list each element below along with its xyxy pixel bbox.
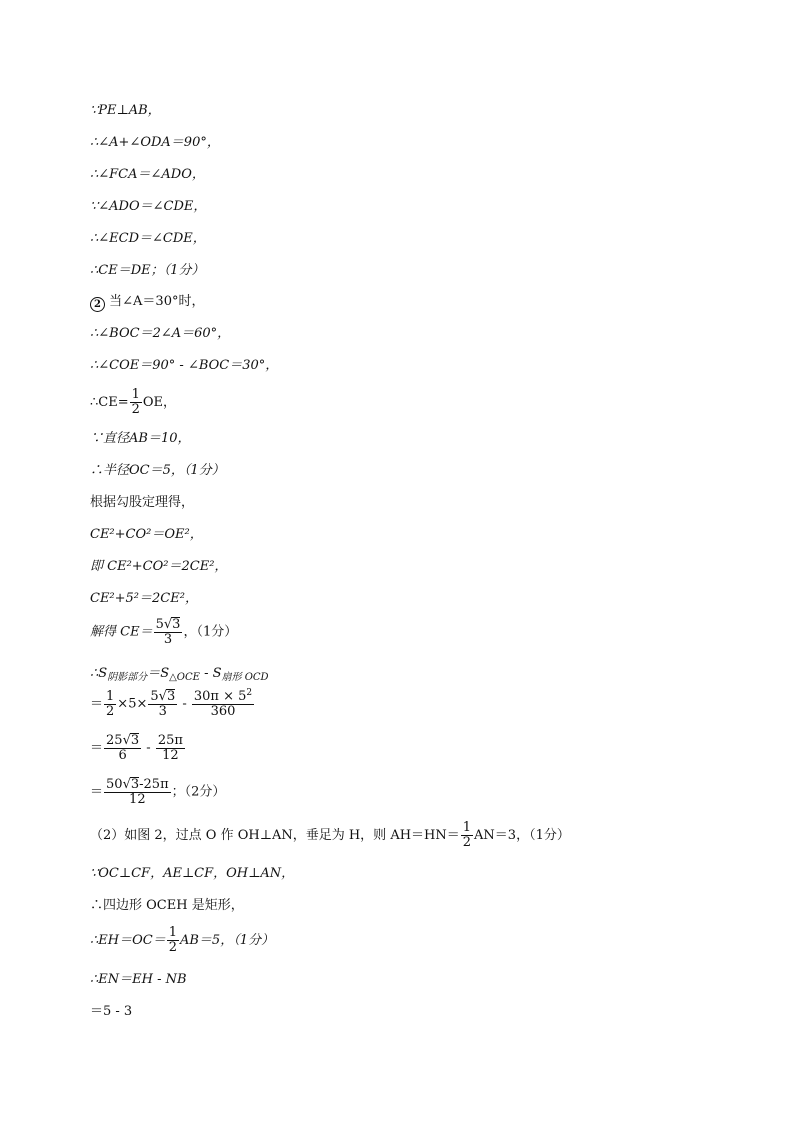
radicand: 3 [130,733,140,748]
frac-den: 3 [148,704,177,719]
minus: - [178,696,191,712]
line-22-b: AN＝3，（1分） [474,828,570,843]
frac-den: 2 [131,402,140,417]
score-note: ；（2分） [171,784,226,800]
frac-den: 2 [462,835,472,850]
num-coef: 25 [106,733,123,748]
minus-s: - S [199,666,222,681]
frac-num: 5√3 [155,617,181,632]
frac-den: 3 [154,632,183,647]
num-coef: 50 [106,777,123,792]
line-25-b: AB＝5，（1分） [179,933,274,948]
line-18 [90,666,269,686]
frac-num: 1 [131,387,140,402]
frac-num [192,687,254,704]
line-25-a: ∴EH＝OC＝ [90,933,166,948]
equals-s: ＝S [147,666,170,681]
line-16: CE²+5²＝2CE²， [90,591,198,606]
exponent: 2 [246,687,253,698]
line-9: ∴∠COE＝90° - ∠BOC＝30°， [90,358,279,373]
num-rest: -25π [139,777,169,792]
line-10 [90,388,176,417]
line-27: ＝5 - 3 [90,1004,133,1019]
line-20 [90,733,186,763]
line-10-b: OE， [142,395,177,410]
fraction [104,690,116,719]
num-text: 30π × 5 [193,688,247,704]
line-23: ∵OC⊥CF，AE⊥CF，OH⊥AN， [90,866,295,881]
line-15: 即 CE²+CO²＝2CE²， [90,559,228,574]
line-10-a: ∴CE= [90,395,129,410]
line-1: ∵PE⊥AB， [90,103,161,118]
line-12: ∴半径OC＝5，（1分） [90,463,225,478]
line-19 [90,689,255,719]
line-5: ∴∠ECD＝∠CDE， [90,231,206,246]
line-17-a: 解得 CE＝ [90,624,153,640]
subscript: △OCE [169,672,200,683]
line-24: ∴四边形 OCEH 是矩形， [90,898,244,913]
line-3: ∴∠FCA＝∠ADO， [90,167,205,182]
line-2: ∴∠A+∠ODA＝90°， [90,135,220,150]
line-6: ∴CE＝DE；（1分） [90,263,205,278]
equals: ＝ [90,696,104,712]
frac-num: 50√3-25π [106,777,169,792]
line-7-text: 当∠A＝30°时， [109,294,205,309]
fraction [154,617,183,647]
line-13: 根据勾股定理得， [90,495,195,510]
frac-num: 25π [157,732,183,748]
line-7 [90,294,204,312]
fraction [192,687,254,719]
line-21 [90,777,225,807]
frac-num: 5√3 [150,689,176,704]
frac-num: 25√3 [106,733,140,748]
frac-den: 12 [156,748,185,763]
frac-den: 12 [104,792,171,807]
line-22 [90,821,570,850]
fraction [167,926,179,955]
radicand: 3 [166,689,176,704]
frac-den: 2 [168,940,177,955]
frac-num: 1 [168,925,177,940]
equals: ＝ [90,740,104,756]
line-4: ∵∠ADO＝∠CDE， [90,199,207,214]
radicand: 3 [130,777,140,792]
num-coef: 5 [150,689,159,704]
num-coef: 5 [155,617,164,632]
subscript: 阴影部分 [107,672,148,683]
fraction [148,689,177,719]
fraction [130,388,142,417]
circled-number-icon: 2 [90,297,105,312]
frac-den: 2 [106,703,115,719]
fraction [104,777,171,807]
frac-num: 1 [462,820,472,835]
frac-num: 1 [106,688,115,704]
fraction [104,733,141,763]
line-26: ∴EN＝EH - NB [90,972,187,987]
line-17-b: ，（1分） [183,624,238,640]
subscript: 扇形 OCD [221,672,269,683]
line-8: ∴∠BOC＝2∠A＝60°， [90,326,231,341]
line-11: ∵直径AB＝10， [90,431,191,446]
radicand: 3 [172,617,181,632]
frac-den: 6 [104,748,141,763]
fraction [156,734,185,763]
equals: ＝ [90,784,104,800]
fraction [461,821,473,850]
times: ×5× [117,696,148,712]
line-22-a: （2）如图 2，过点 O 作 OH⊥AN，垂足为 H，则 AH＝HN＝ [90,828,460,843]
line-14: CE²+CO²＝OE²， [90,527,203,542]
frac-den: 360 [192,704,254,719]
s-symbol: ∴S [90,666,108,681]
line-25 [90,926,274,955]
minus: - [142,740,155,756]
line-17 [90,617,237,647]
